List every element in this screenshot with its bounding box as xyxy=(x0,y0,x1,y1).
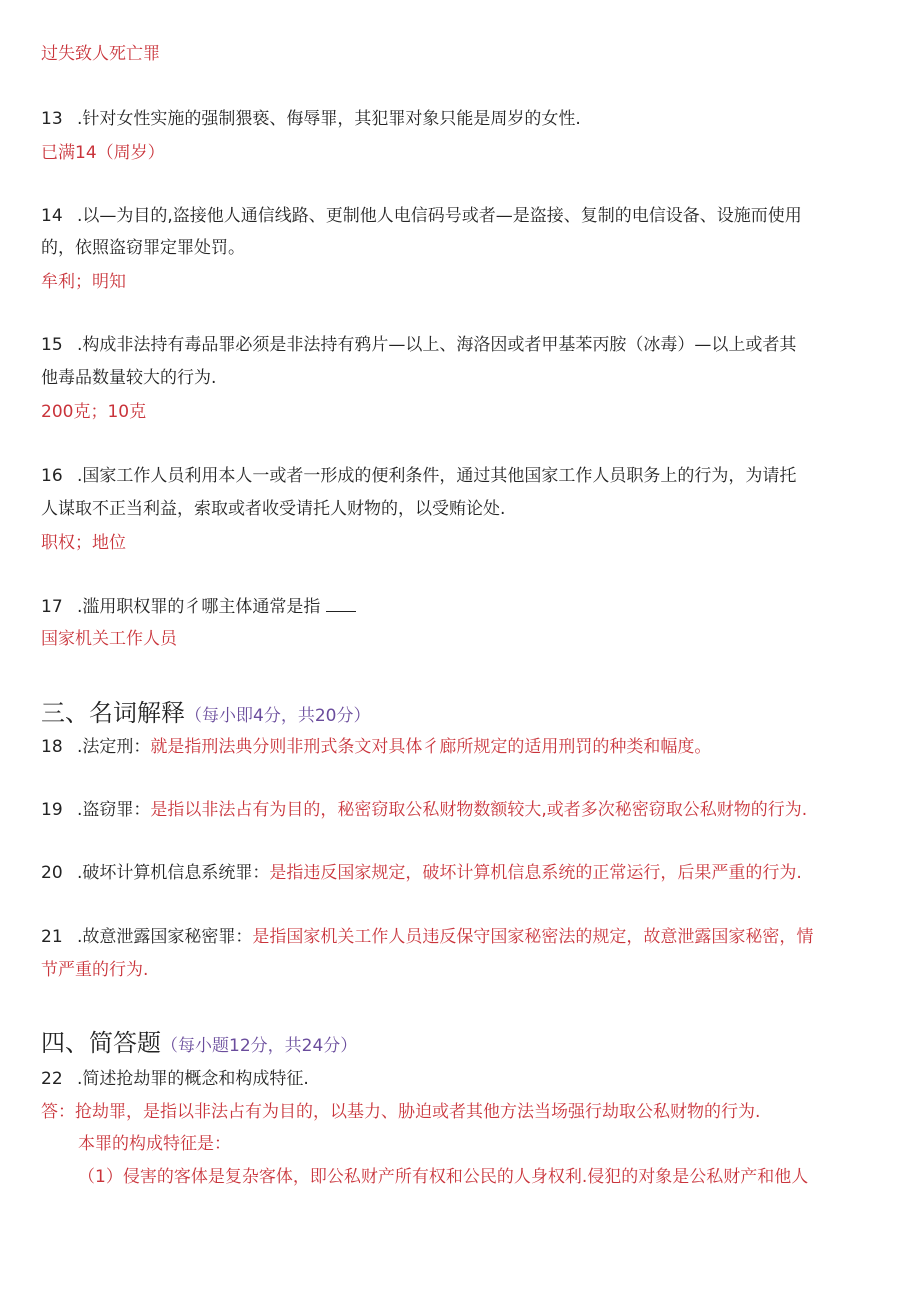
question-number: 21 xyxy=(41,927,63,947)
question-text: .构成非法持有毒品罪必须是非法持有鸦片—以上、海洛因或者甲基苯丙胺（冰毒）—以上或者其 xyxy=(77,335,797,355)
answer-blank xyxy=(326,595,356,612)
term-definition: 是指以非法占有为目的，秘密窃取公私财物数额较大,或者多次秘密窃取公私财物的行为. xyxy=(150,800,808,820)
answer-17: 国家机关工作人员 xyxy=(41,629,177,649)
question-text: .滥用职权罪的彳哪主体通常是指 xyxy=(77,597,321,617)
answer-22-line-3: （1）侵害的客体是复杂客体，即公私财产所有权和公民的人身权利.侵犯的对象是公私财产和他人 xyxy=(78,1167,809,1187)
question-16-cont: 人谋取不正当利益，索取或者收受请托人财物的，以受贿论处. xyxy=(41,499,506,519)
previous-answer: 过失致人死亡罪 xyxy=(41,44,160,64)
question-number: 18 xyxy=(41,737,63,757)
term-definition: 是指国家机关工作人员违反保守国家秘密法的规定，故意泄露国家秘密，情 xyxy=(252,927,814,947)
question-number: 17 xyxy=(41,597,63,617)
question-19 xyxy=(41,799,807,821)
question-20 xyxy=(41,862,802,884)
question-13 xyxy=(41,108,581,130)
question-17 xyxy=(41,595,356,618)
answer-22-line-2: 本罪的构成特征是： xyxy=(78,1134,231,1154)
question-21 xyxy=(41,926,813,948)
section-title: 四、简答题 xyxy=(41,1029,161,1057)
question-number: 22 xyxy=(41,1069,63,1089)
term-label: .盗窃罪： xyxy=(77,800,151,820)
answer-15: 200克；10克 xyxy=(41,402,147,422)
question-text: .以—为目的,盗接他人通信线路、更制他人电信码号或者—是盗接、复制的电信设备、设施而使用 xyxy=(77,206,802,226)
question-number: 20 xyxy=(41,863,63,883)
question-18 xyxy=(41,736,711,758)
question-21-cont: 节严重的行为. xyxy=(41,960,149,980)
term-label: .破坏计算机信息系统罪： xyxy=(77,863,270,883)
question-15-cont: 他毒品数量较大的行为. xyxy=(41,368,217,388)
question-text: .简述抢劫罪的概念和构成特征. xyxy=(77,1069,309,1089)
question-15 xyxy=(41,334,796,356)
answer-14: 牟利；明知 xyxy=(41,272,126,292)
section-scoring-note: （每小即4分，共20分） xyxy=(185,706,371,726)
question-text: .国家工作人员利用本人一或者一形成的便利条件，通过其他国家工作人员职务上的行为，为请托 xyxy=(77,466,797,486)
answer-16: 职权；地位 xyxy=(41,533,126,553)
question-number: 14 xyxy=(41,206,63,226)
section-scoring-note: （每小题12分，共24分） xyxy=(161,1036,358,1056)
question-14 xyxy=(41,205,802,227)
question-22 xyxy=(41,1068,309,1090)
question-number: 15 xyxy=(41,335,63,355)
term-definition: 就是指刑法典分则非刑式条文对具体彳廊所规定的适用刑罚的种类和幅度。 xyxy=(150,737,712,757)
term-label: .法定刑： xyxy=(77,737,151,757)
section-title: 三、名词解释 xyxy=(41,699,185,727)
question-number: 19 xyxy=(41,800,63,820)
answer-22-line-1: 答：抢劫罪，是指以非法占有为目的，以基力、胁迫或者其他方法当场强行劫取公私财物的行为. xyxy=(41,1102,761,1122)
question-number: 16 xyxy=(41,466,63,486)
question-text: .针对女性实施的强制猥亵、侮辱罪，其犯罪对象只能是周岁的女性. xyxy=(77,109,581,129)
answer-13: 已满14（周岁） xyxy=(41,143,165,163)
term-label: .故意泄露国家秘密罪： xyxy=(77,927,253,947)
section-3-heading xyxy=(41,698,370,731)
term-definition: 是指违反国家规定，破坏计算机信息系统的正常运行，后果严重的行为. xyxy=(269,863,802,883)
question-16 xyxy=(41,465,796,487)
question-14-cont: 的，依照盗窃罪定罪处罚。 xyxy=(41,238,245,258)
question-number: 13 xyxy=(41,109,63,129)
section-4-heading xyxy=(41,1028,357,1061)
